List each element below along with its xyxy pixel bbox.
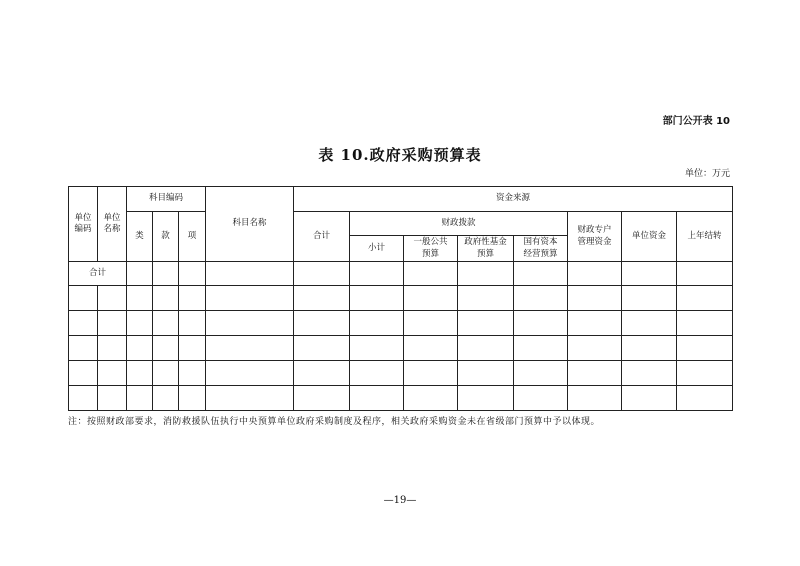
table-row [69,286,733,311]
table-row [69,386,733,411]
procurement-budget-table [68,186,733,411]
header-class: 类 [127,212,153,262]
header-unit-code: 单位编码 [69,187,98,262]
header-funding-source: 资金来源 [294,187,733,212]
page-number: —19— [383,495,417,506]
header-subtotal: 小计 [350,236,404,262]
footnote: 注：按照财政部要求，消防救援队伍执行中央预算单位政府采购制度及程序，相关政府采购资金未在省级部门预算中予以体现。 [68,417,601,427]
header-unit-name: 单位名称 [98,187,127,262]
header-fiscal-appropriation: 财政拨款 [350,212,568,236]
table-number-label: 部门公开表 10 [662,116,730,127]
header-subject-name: 科目名称 [206,187,294,262]
header-state-capital-budget: 国有资本经营预算 [514,236,568,262]
page-title: 表 10.政府采购预算表 [318,146,482,164]
header-total: 合计 [294,212,350,262]
total-row [69,262,733,286]
table-row [69,311,733,336]
header-unit-funds: 单位资金 [622,212,677,262]
header-section: 款 [153,212,179,262]
header-subject-code: 科目编码 [127,187,206,212]
header-prior-year-balance: 上年结转 [677,212,733,262]
header-item: 项 [179,212,206,262]
table-row [69,336,733,361]
total-row-label: 合计 [69,262,127,286]
unit-label: 单位：万元 [684,169,730,179]
header-general-public-budget: 一般公共预算 [404,236,458,262]
header-gov-fund-budget: 政府性基金预算 [458,236,514,262]
header-fiscal-special-account: 财政专户管理资金 [568,212,622,262]
table-row [69,361,733,386]
